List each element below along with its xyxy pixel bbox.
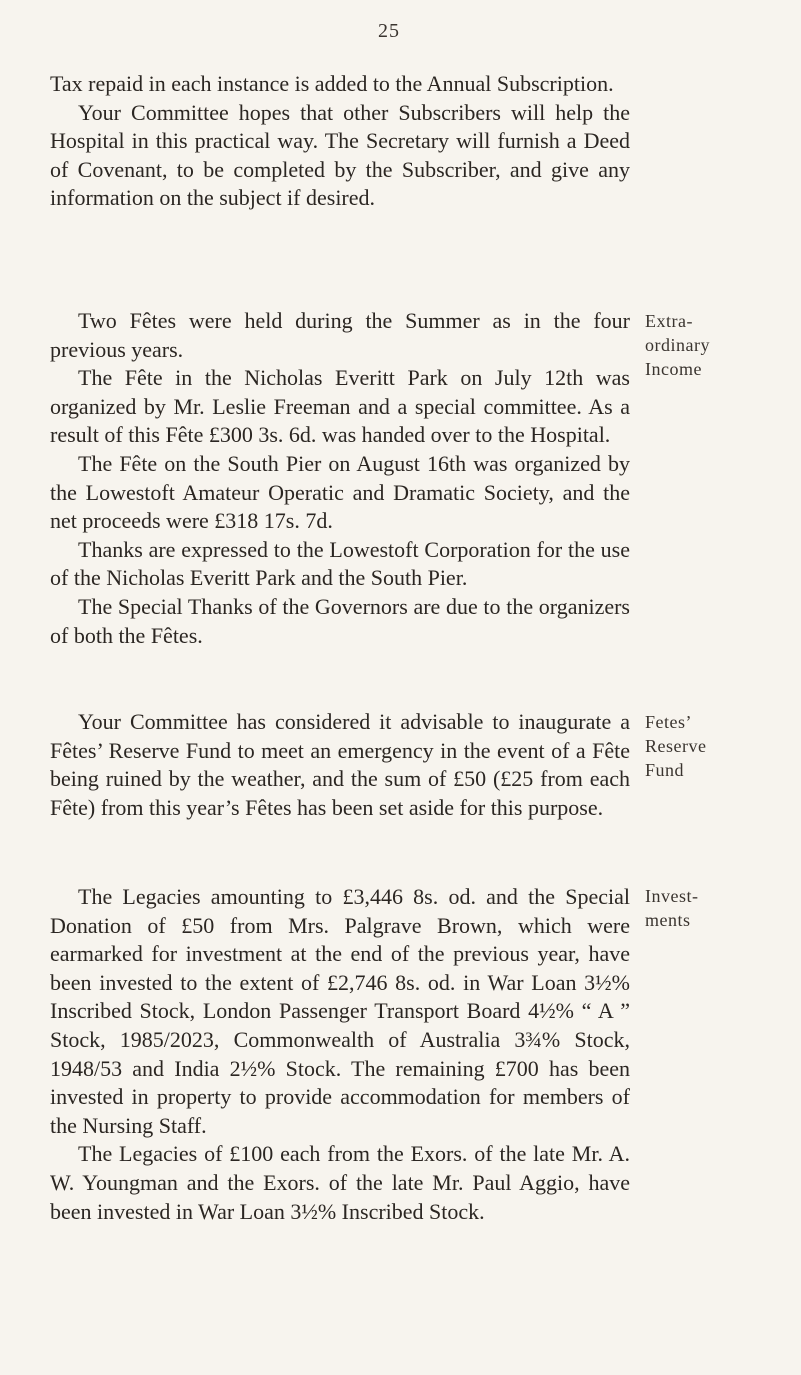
fetes-paragraph-1: Two Fêtes were held during the Summer as in the four previous years. (50, 308, 630, 362)
investments-paragraph-2: The Legacies of £100 each from the Exors. of the late Mr. A. W. Youngman and the Exors. of the late Mr. Paul Aggio, have been invested in War Loan 3½% Inscribed Stock. (50, 1141, 630, 1224)
side-label-line: Invest- (645, 886, 699, 906)
fetes-paragraph-4: Thanks are expressed to the Lowestoft Corporation for the use of the Nicholas Everitt Park and the South Pier. (50, 536, 630, 591)
page-number: 25 (378, 20, 400, 42)
fetes-paragraph-3: The Fête on the South Pier on August 16th was organized by the Lowestoft Amateur Operatic and Dramatic Society, and the net proceeds were £318 17s. 7d. (50, 450, 630, 534)
tax-paragraph-2: Your Committee hopes that other Subscribers will help the Hospital in this practical way. The Secretary will furnish a Deed of Covenant, to be completed by the Subscriber, and give any information on the subject if desired. (50, 99, 630, 211)
side-label-line: Income (645, 359, 702, 379)
fetes-reserve-fund-section (50, 708, 630, 822)
side-label-extraordinary-income (645, 309, 800, 381)
fetes-paragraph-2: The Fête in the Nicholas Everitt Park on July 12th was organized by Mr. Leslie Freeman and a special committee. As a result of this Fête £300 3s. 6d. was handed over to the Hospital. (50, 365, 630, 448)
side-label-line: Extra- (645, 311, 693, 331)
side-label-line: ments (645, 910, 691, 930)
tax-paragraph-1: Tax repaid in each instance is added to the Annual Subscription. (50, 71, 614, 96)
investments-section (50, 883, 630, 1226)
side-label-line: ordinary (645, 335, 710, 355)
reserve-paragraph-1: Your Committee has considered it advisable to inaugurate a Fêtes’ Reserve Fund to meet an emergency in the event of a Fête being ruined by the weather, and the sum of £50 (£25 from each Fête) from this year’s Fêtes has been set aside for this purpose. (50, 709, 630, 820)
extraordinary-income-section (50, 307, 630, 650)
investments-paragraph-1: The Legacies amounting to £3,446 8s. od. and the Special Donation of £50 from Mrs. Palgrave Brown, which were earmarked for investment at the end of the previous year, have been invested to the extent of £2,746 8s. od. in War Loan 3½% Inscribed Stock, London Passenger Transport Board 4½% “ A ” Stock, 1985/2023, Commonwealth of Australia 3¾% Stock, 1948/53 and India 2½% Stock. The remaining £700 has been invested in property to provide accommodation for members of the Nursing Staff. (50, 884, 630, 1138)
side-label-line: Reserve (645, 736, 707, 756)
fetes-paragraph-5: The Special Thanks of the Governors are due to the organizers of both the Fêtes. (50, 593, 630, 648)
side-label-line: Fetes’ (645, 712, 692, 732)
side-label-line: Fund (645, 760, 685, 780)
side-label-investments (645, 884, 800, 932)
side-label-fetes-reserve-fund (645, 710, 800, 782)
tax-section (50, 70, 630, 213)
